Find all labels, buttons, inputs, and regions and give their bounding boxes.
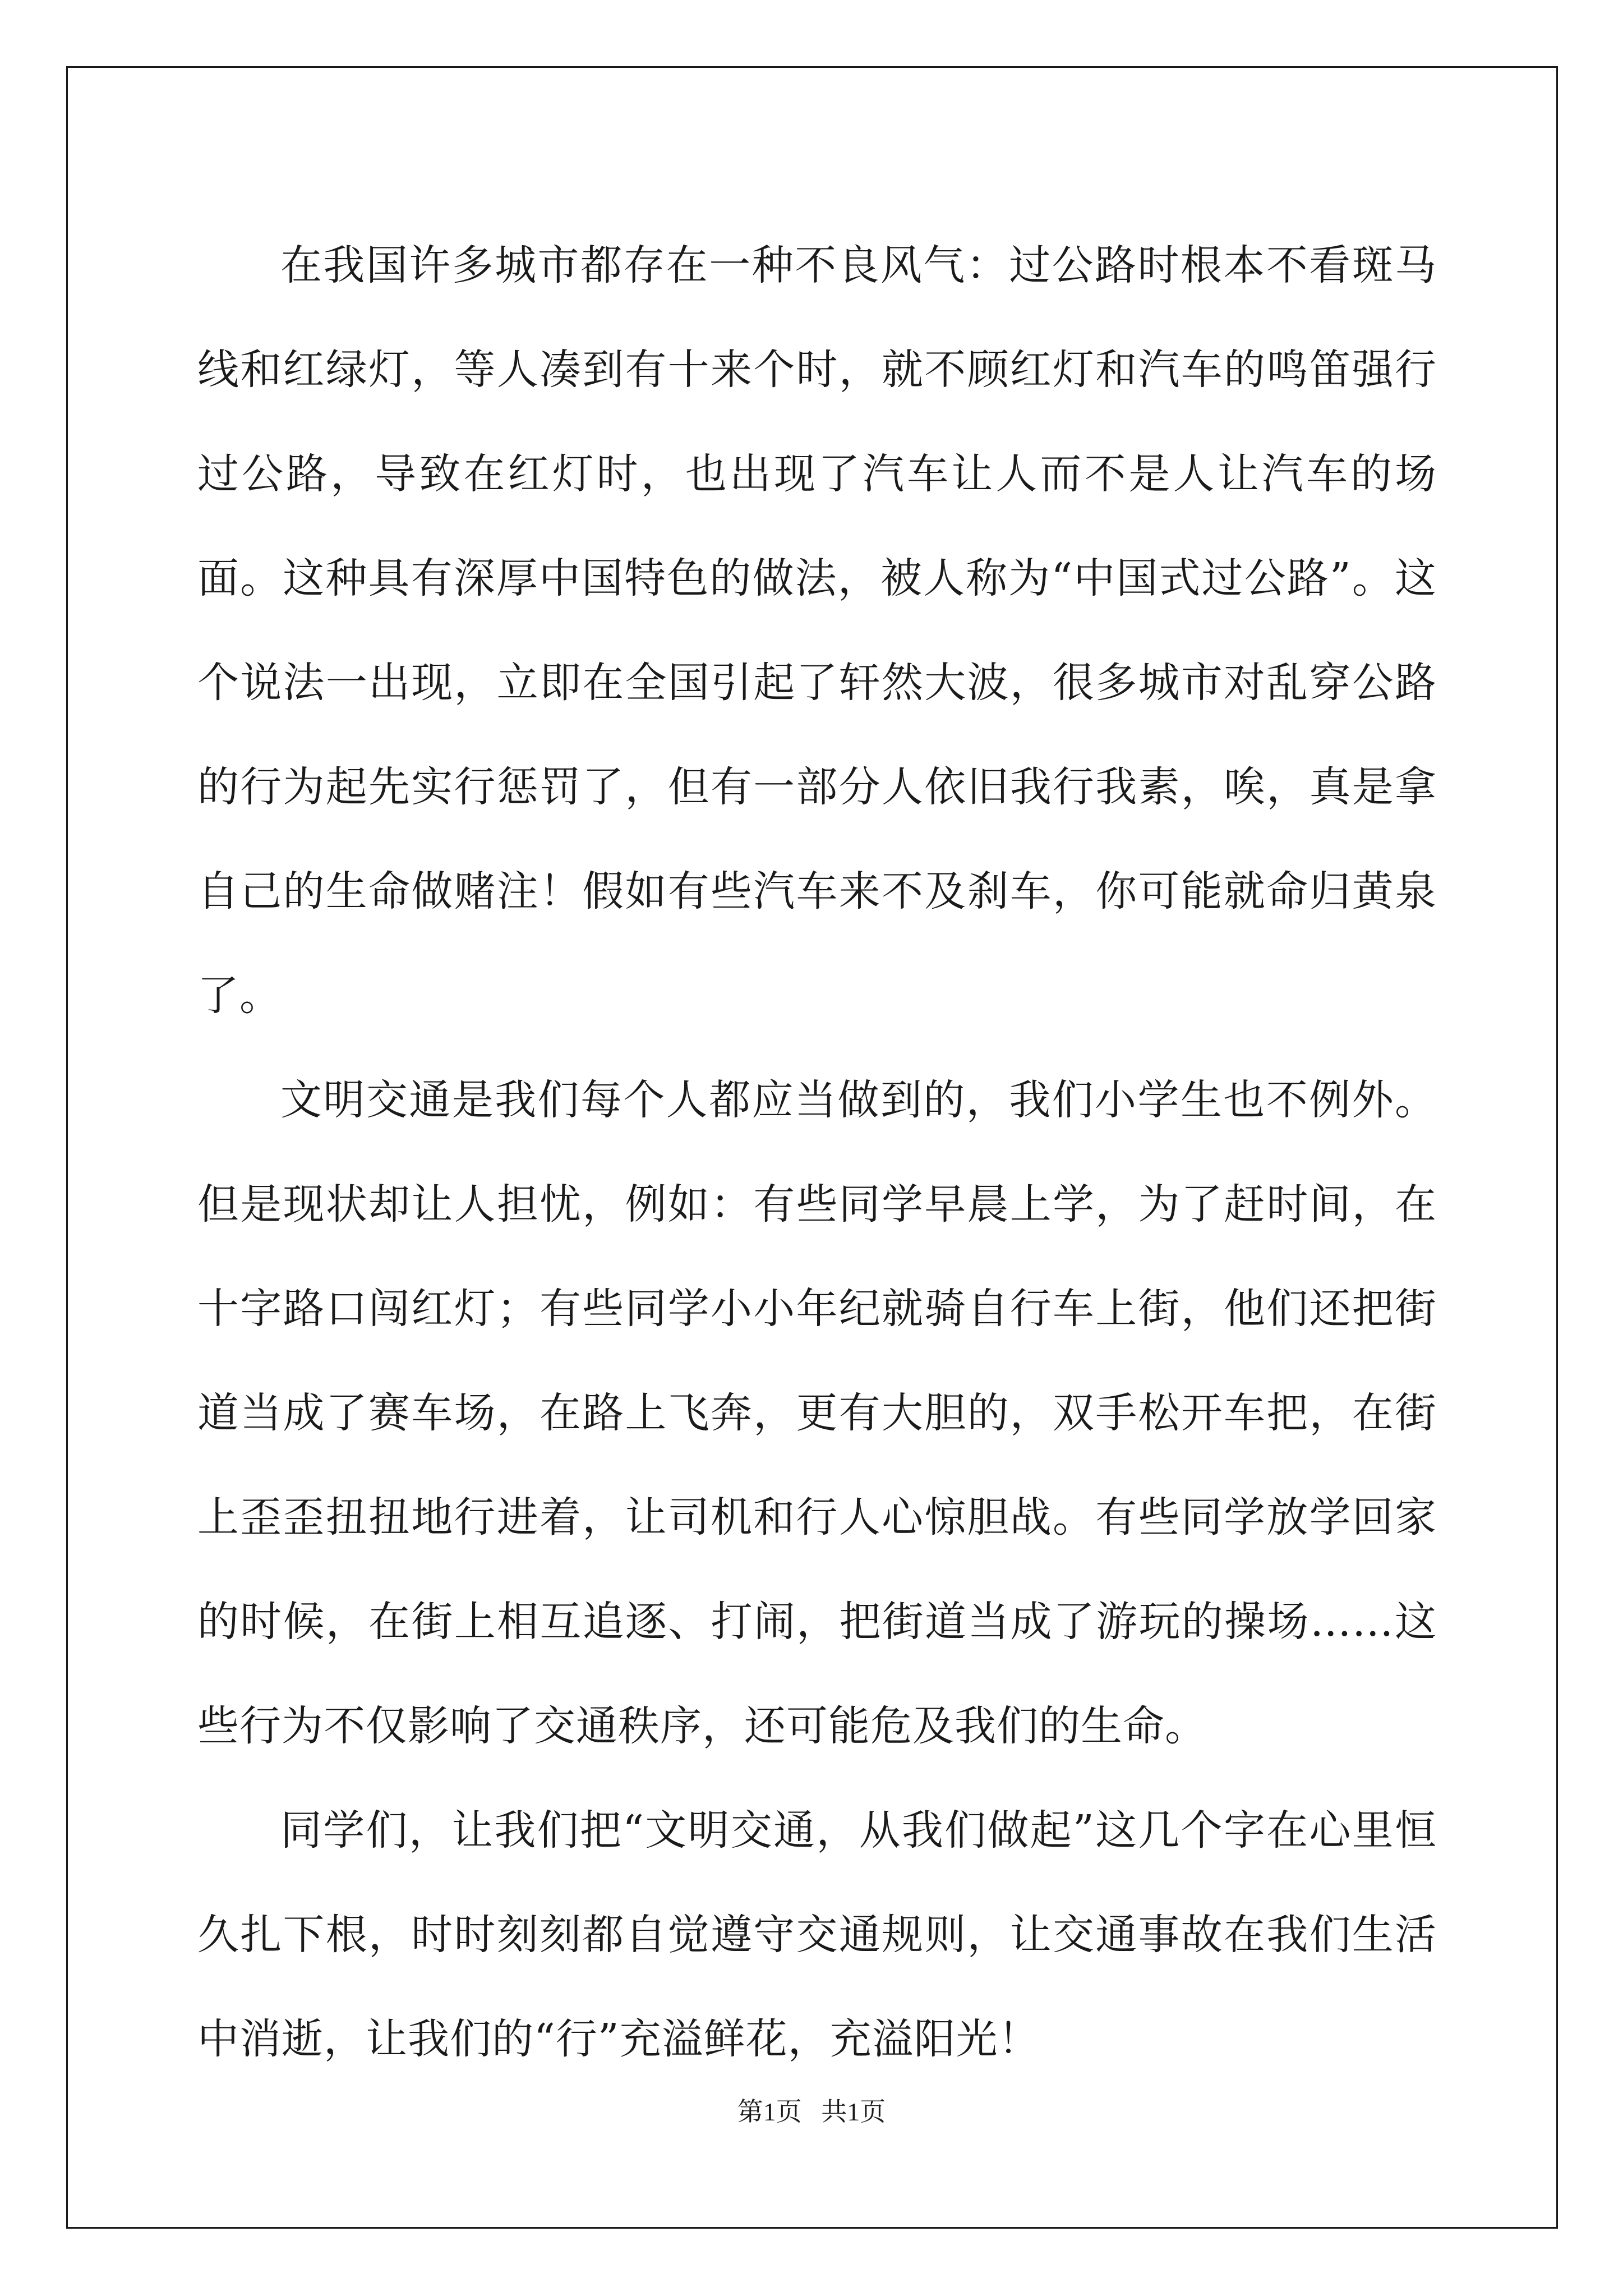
paragraph-1: 在我国许多城市都存在一种不良风气：过公路时根本不看斑马线和红绿灯，等人凑到有十来个时，就不顾红灯和汽车的鸣笛强行过公路，导致在红灯时，也出现了汽车让人而不是人让汽车的场面。这种具有深厚中国特色的做法，被人称为“中国式过公路”。这个说法一出现，立即在全国引起了轩然大波，很多城市对乱穿公路的行为起先实行惩罚了，但有一部分人依旧我行我素，唉，真是拿自己的生命做赌注！假如有些汽车来不及刹车，你可能就命归黄泉了。 xyxy=(197,241,1437,1020)
page-footer xyxy=(0,2095,1623,2129)
page-number: 第1页 xyxy=(737,2097,802,2126)
paragraph-3: 同学们，让我们把“文明交通，从我们做起”这几个字在心里恒久扎下根，时时刻刻都自觉遵守交通规则，让交通事故在我们生活中消逝，让我们的“行”充溢鲜花，充溢阳光！ xyxy=(197,1806,1437,2063)
paragraph-2: 文明交通是我们每个人都应当做到的，我们小学生也不例外。但是现状却让人担忧，例如：有些同学早晨上学，为了赶时间，在十字路口闯红灯；有些同学小小年纪就骑自行车上街，他们还把街道当成了赛车场，在路上飞奔，更有大胆的，双手松开车把，在街上歪歪扭扭地行进着，让司机和行人心惊胆战。有些同学放学回家的时候，在街上相互追逐、打闹，把街道当成了游玩的操场……这些行为不仅影响了交通秩序，还可能危及我们的生命。 xyxy=(197,1076,1437,1750)
page-total: 共1页 xyxy=(821,2097,886,2126)
document-body xyxy=(197,213,1437,2091)
footer-spacer xyxy=(802,2097,822,2126)
